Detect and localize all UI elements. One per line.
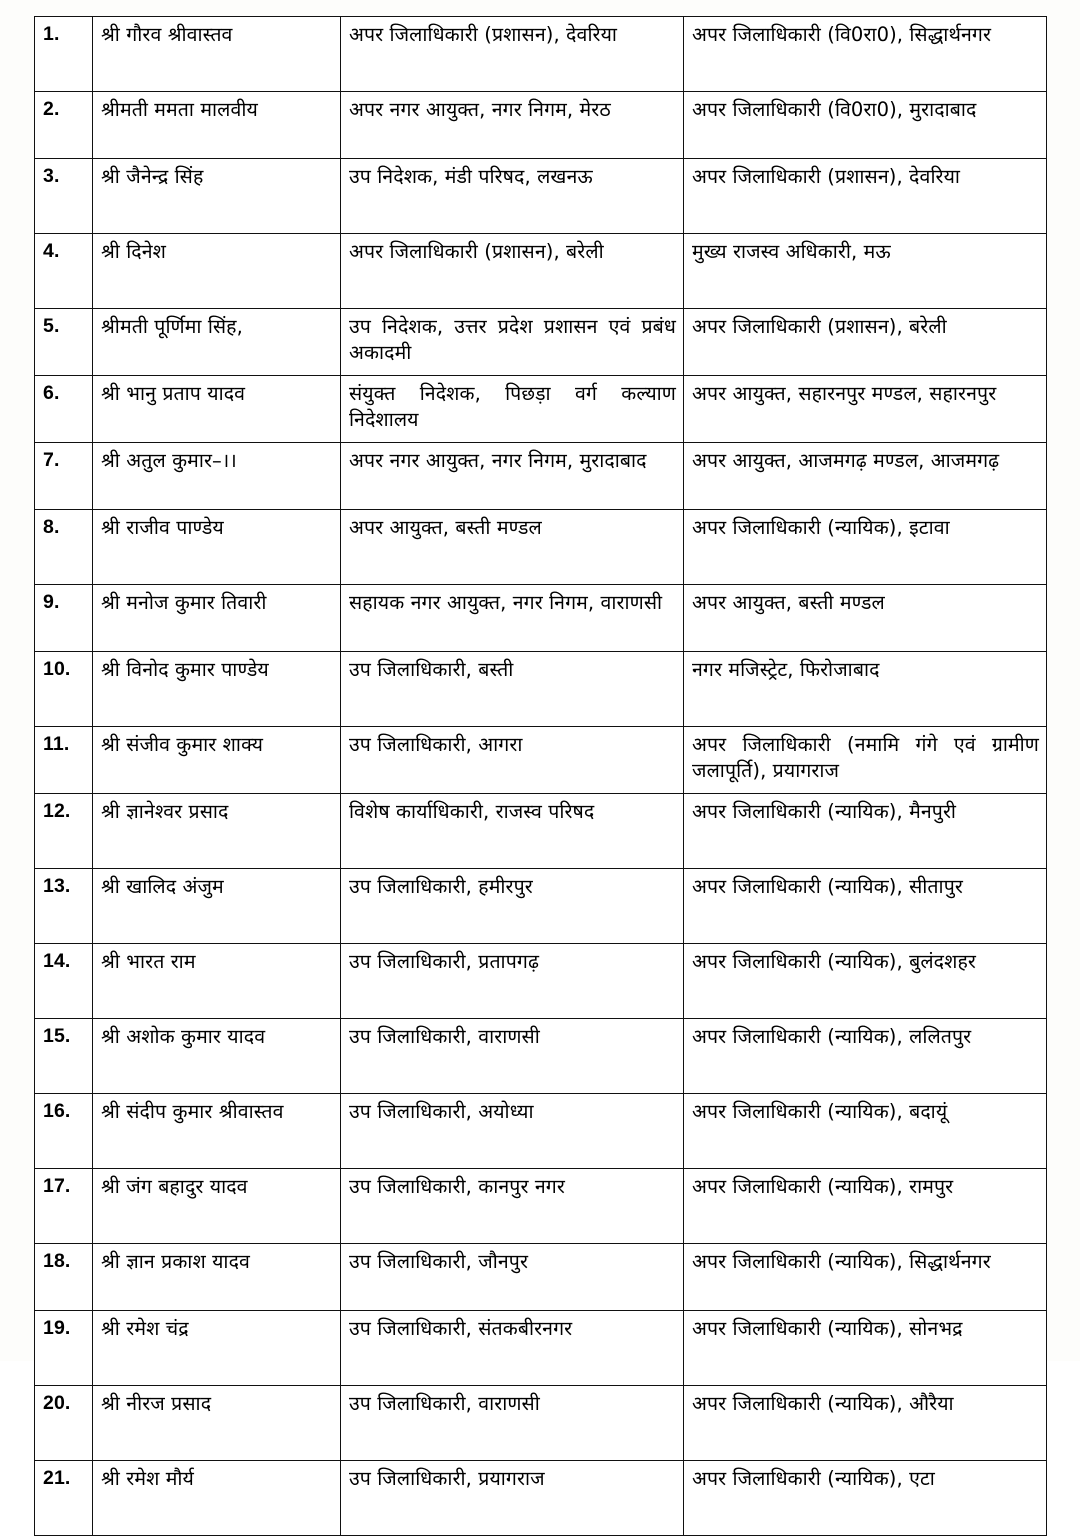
row-serial-number: 4. — [35, 234, 93, 309]
row-officer-name: श्री रमेश मौर्य — [93, 1461, 341, 1536]
table-row — [35, 1169, 1047, 1244]
table-row — [35, 1244, 1047, 1311]
row-current-posting: अपर जिलाधिकारी (प्रशासन), देवरिया — [341, 17, 684, 92]
row-officer-name: श्रीमती पूर्णिमा सिंह, — [93, 309, 341, 376]
row-current-posting: उप जिलाधिकारी, वाराणसी — [341, 1386, 684, 1461]
transfer-table-container — [34, 16, 1046, 1536]
row-new-posting: अपर जिलाधिकारी (न्यायिक), मैनपुरी — [684, 794, 1047, 869]
row-current-posting: अपर आयुक्त, बस्ती मण्डल — [341, 510, 684, 585]
table-row — [35, 309, 1047, 376]
row-serial-number: 14. — [35, 944, 93, 1019]
row-new-posting: अपर जिलाधिकारी (न्यायिक), सीतापुर — [684, 869, 1047, 944]
row-serial-number: 12. — [35, 794, 93, 869]
row-new-posting: अपर जिलाधिकारी (न्यायिक), औरैया — [684, 1386, 1047, 1461]
row-current-posting: उप जिलाधिकारी, अयोध्या — [341, 1094, 684, 1169]
row-officer-name: श्री अतुल कुमार–।। — [93, 443, 341, 510]
row-serial-number: 21. — [35, 1461, 93, 1536]
row-current-posting: संयुक्त निदेशक, पिछड़ा वर्ग कल्याण निदेशालय — [341, 376, 684, 443]
row-current-posting: विशेष कार्याधिकारी, राजस्व परिषद — [341, 794, 684, 869]
table-row — [35, 92, 1047, 159]
row-current-posting: उप निदेशक, उत्तर प्रदेश प्रशासन एवं प्रबंध अकादमी — [341, 309, 684, 376]
row-new-posting: अपर जिलाधिकारी (न्यायिक), रामपुर — [684, 1169, 1047, 1244]
row-current-posting: अपर नगर आयुक्त, नगर निगम, मुरादाबाद — [341, 443, 684, 510]
row-officer-name: श्री विनोद कुमार पाण्डेय — [93, 652, 341, 727]
transfer-table-body — [35, 17, 1047, 1536]
row-officer-name: श्री रमेश चंद्र — [93, 1311, 341, 1386]
row-current-posting: उप जिलाधिकारी, हमीरपुर — [341, 869, 684, 944]
row-serial-number: 2. — [35, 92, 93, 159]
table-row — [35, 727, 1047, 794]
row-serial-number: 6. — [35, 376, 93, 443]
row-serial-number: 1. — [35, 17, 93, 92]
row-serial-number: 9. — [35, 585, 93, 652]
table-row — [35, 17, 1047, 92]
table-row — [35, 1019, 1047, 1094]
row-serial-number: 10. — [35, 652, 93, 727]
row-officer-name: श्री संजीव कुमार शाक्य — [93, 727, 341, 794]
row-current-posting: उप जिलाधिकारी, बस्ती — [341, 652, 684, 727]
row-serial-number: 18. — [35, 1244, 93, 1311]
row-serial-number: 3. — [35, 159, 93, 234]
row-officer-name: श्रीमती ममता मालवीय — [93, 92, 341, 159]
row-current-posting: उप निदेशक, मंडी परिषद, लखनऊ — [341, 159, 684, 234]
row-officer-name: श्री जैनेन्द्र सिंह — [93, 159, 341, 234]
table-row — [35, 794, 1047, 869]
table-row — [35, 234, 1047, 309]
row-serial-number: 13. — [35, 869, 93, 944]
row-current-posting: उप जिलाधिकारी, कानपुर नगर — [341, 1169, 684, 1244]
table-row — [35, 1386, 1047, 1461]
row-new-posting: अपर आयुक्त, बस्ती मण्डल — [684, 585, 1047, 652]
row-new-posting: अपर जिलाधिकारी (प्रशासन), देवरिया — [684, 159, 1047, 234]
row-serial-number: 17. — [35, 1169, 93, 1244]
row-new-posting: अपर जिलाधिकारी (न्यायिक), बुलंदशहर — [684, 944, 1047, 1019]
table-row — [35, 376, 1047, 443]
row-current-posting: उप जिलाधिकारी, वाराणसी — [341, 1019, 684, 1094]
table-row — [35, 944, 1047, 1019]
row-officer-name: श्री अशोक कुमार यादव — [93, 1019, 341, 1094]
row-current-posting: उप जिलाधिकारी, संतकबीरनगर — [341, 1311, 684, 1386]
table-row — [35, 869, 1047, 944]
row-current-posting: उप जिलाधिकारी, प्रयागराज — [341, 1461, 684, 1536]
row-new-posting: अपर जिलाधिकारी (न्यायिक), सिद्धार्थनगर — [684, 1244, 1047, 1311]
table-row — [35, 159, 1047, 234]
row-serial-number: 16. — [35, 1094, 93, 1169]
row-officer-name: श्री दिनेश — [93, 234, 341, 309]
table-row — [35, 585, 1047, 652]
row-serial-number: 19. — [35, 1311, 93, 1386]
row-new-posting: अपर जिलाधिकारी (न्यायिक), इटावा — [684, 510, 1047, 585]
row-officer-name: श्री जंग बहादुर यादव — [93, 1169, 341, 1244]
row-current-posting: अपर नगर आयुक्त, नगर निगम, मेरठ — [341, 92, 684, 159]
row-new-posting: अपर जिलाधिकारी (न्यायिक), सोनभद्र — [684, 1311, 1047, 1386]
row-new-posting: अपर जिलाधिकारी (न्यायिक), बदायूं — [684, 1094, 1047, 1169]
row-officer-name: श्री नीरज प्रसाद — [93, 1386, 341, 1461]
row-serial-number: 8. — [35, 510, 93, 585]
table-row — [35, 1311, 1047, 1386]
row-new-posting: अपर जिलाधिकारी (प्रशासन), बरेली — [684, 309, 1047, 376]
row-officer-name: श्री ज्ञान प्रकाश यादव — [93, 1244, 341, 1311]
table-row — [35, 1461, 1047, 1536]
row-current-posting: उप जिलाधिकारी, जौनपुर — [341, 1244, 684, 1311]
row-officer-name: श्री राजीव पाण्डेय — [93, 510, 341, 585]
table-row — [35, 443, 1047, 510]
table-row — [35, 652, 1047, 727]
row-new-posting: अपर जिलाधिकारी (वि0रा0), मुरादाबाद — [684, 92, 1047, 159]
row-officer-name: श्री खालिद अंजुम — [93, 869, 341, 944]
row-officer-name: श्री संदीप कुमार श्रीवास्तव — [93, 1094, 341, 1169]
row-current-posting: उप जिलाधिकारी, आगरा — [341, 727, 684, 794]
row-officer-name: श्री भानु प्रताप यादव — [93, 376, 341, 443]
row-new-posting: मुख्य राजस्व अधिकारी, मऊ — [684, 234, 1047, 309]
row-new-posting: अपर जिलाधिकारी (न्यायिक), एटा — [684, 1461, 1047, 1536]
row-serial-number: 7. — [35, 443, 93, 510]
row-new-posting: अपर जिलाधिकारी (वि0रा0), सिद्धार्थनगर — [684, 17, 1047, 92]
row-new-posting: अपर जिलाधिकारी (नमामि गंगे एवं ग्रामीण जलापूर्ति), प्रयागराज — [684, 727, 1047, 794]
row-serial-number: 5. — [35, 309, 93, 376]
row-officer-name: श्री ज्ञानेश्वर प्रसाद — [93, 794, 341, 869]
row-new-posting: अपर जिलाधिकारी (न्यायिक), ललितपुर — [684, 1019, 1047, 1094]
row-serial-number: 15. — [35, 1019, 93, 1094]
transfer-table — [34, 16, 1047, 1536]
row-current-posting: अपर जिलाधिकारी (प्रशासन), बरेली — [341, 234, 684, 309]
row-serial-number: 20. — [35, 1386, 93, 1461]
row-officer-name: श्री गौरव श्रीवास्तव — [93, 17, 341, 92]
row-current-posting: सहायक नगर आयुक्त, नगर निगम, वाराणसी — [341, 585, 684, 652]
row-serial-number: 11. — [35, 727, 93, 794]
row-new-posting: अपर आयुक्त, आजमगढ़ मण्डल, आजमगढ़ — [684, 443, 1047, 510]
row-new-posting: नगर मजिस्ट्रेट, फिरोजाबाद — [684, 652, 1047, 727]
table-row — [35, 510, 1047, 585]
table-row — [35, 1094, 1047, 1169]
row-current-posting: उप जिलाधिकारी, प्रतापगढ़ — [341, 944, 684, 1019]
row-officer-name: श्री मनोज कुमार तिवारी — [93, 585, 341, 652]
row-officer-name: श्री भारत राम — [93, 944, 341, 1019]
row-new-posting: अपर आयुक्त, सहारनपुर मण्डल, सहारनपुर — [684, 376, 1047, 443]
